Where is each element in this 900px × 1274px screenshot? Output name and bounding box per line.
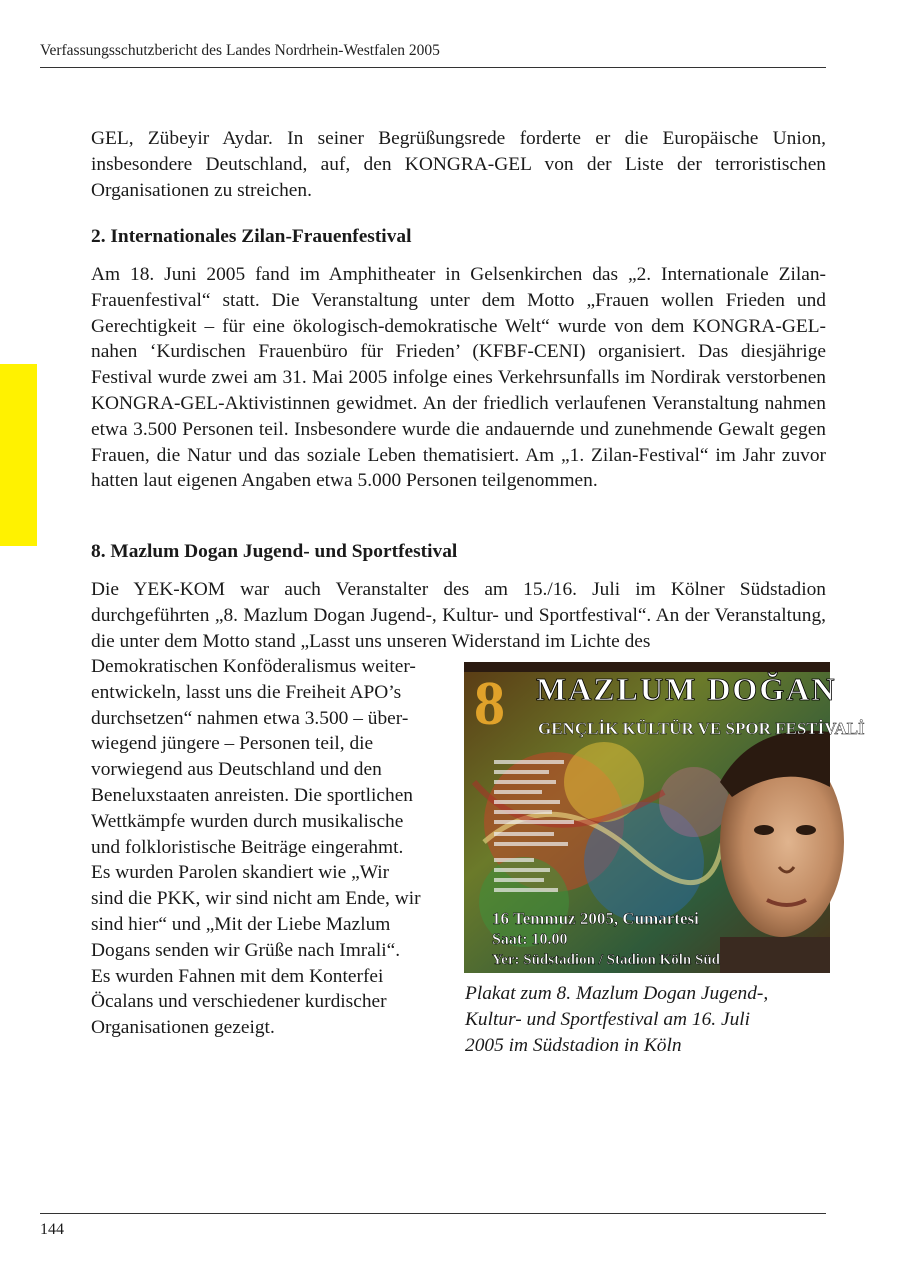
paragraph-zilan: Am 18. Juni 2005 fand im Amphitheater in Gelsenkirchen das „2. Internationale Zilan-Frauenfestival“ statt. Die Veranstaltung unter dem Motto „Frauen wollen Frieden und Gerechtigkeit – für eine ökologisch-demokratische Welt“ wurde von dem KONGRA-GEL- nahen ‘Kurdischen Frauenbüro für Frieden’ (KFBF-CENI) organisiert. Das diesjährige Festival wurde zwei am 31. Mai 2005 infolge eines Verkehrsunfalls im Nordirak verstorbenen KONGRA-GEL-Aktivistinnen gewidmet. An der friedlich verlaufenen Veranstaltung nahmen etwa 3.500 Personen teil. Insbesondere wurde die andauernde und zunehmende Gewalt gegen Frauen, die Natur und das soziale Leben thematisiert. Am „1. Zilan-Festival“ im Jahr zuvor hatten laut eigenen Angaben etwa 5.000 Personen teilgenommen. — [91, 264, 826, 492]
poster-date: 16 Temmuz 2005, Cumartesi — [492, 909, 699, 928]
festival-poster-image — [464, 662, 865, 973]
poster-place: Yer: Südstadion / Stadion Köln Süd — [492, 952, 721, 968]
running-header-title: Verfassungsschutzbericht des Landes Nordrhein-Westfalen 2005 — [40, 42, 440, 59]
text-line: und folkloristische Beiträge eingerahmt. — [91, 836, 404, 858]
poster-number: 8 — [474, 670, 505, 738]
text-line: Wettkämpfe wurden durch musikalische — [91, 810, 404, 832]
poster-subtitle: GENÇLİK KÜLTÜR VE SPOR FESTİVALİ — [538, 719, 865, 738]
text-line: Es wurden Parolen skandiert wie „Wir — [91, 862, 390, 884]
text-line: sind hier“ und „Mit der Liebe Mazlum — [91, 913, 391, 935]
section-heading-mazlum-dogan: 8. Mazlum Dogan Jugend- und Sportfestival — [91, 541, 458, 562]
text-line: vorwiegend aus Deutschland und den — [91, 759, 382, 781]
poster-time: Saat: 10.00 — [492, 931, 568, 948]
text-line: wiegend jüngere – Personen teil, die — [91, 733, 374, 755]
lead-paragraph: GEL, Zübeyir Aydar. In seiner Begrüßungsrede forderte er die Europäische Union, insbesondere Deutschland, auf, den KONGRA-GEL von der Liste der terroristischen Organisationen zu streichen. — [91, 128, 826, 201]
text-line: entwickeln, lasst uns die Freiheit APO’s — [91, 681, 402, 703]
header-rule — [40, 67, 826, 68]
text-line: Organisationen gezeigt. — [91, 1017, 275, 1039]
paragraph-yek-kom-wrapped — [91, 654, 453, 1041]
text-line: Demokratischen Konföderalismus weiter- — [91, 656, 416, 677]
text-line: sind die PKK, wir sind nicht am Ende, wir — [91, 888, 421, 910]
paragraph-yek-kom: Die YEK-KOM war auch Veranstalter des am 15./16. Juli im Kölner Südstadion durchgeführten „8. Mazlum Dogan Jugend-, Kultur- und Sportfestival“. An der Veranstaltung, die unter dem Motto stand „Lasst uns unseren Widerstand im Lichte des — [91, 579, 826, 652]
figure-caption — [465, 981, 825, 1059]
caption-line: Kultur- und Sportfestival am 16. Juli — [465, 1009, 751, 1030]
section-heading-zilan: 2. Internationales Zilan-Frauenfestival — [91, 226, 412, 247]
footer-rule — [40, 1213, 826, 1214]
margin-marker — [0, 364, 37, 546]
text-line: durchsetzen“ nahmen etwa 3.500 – über- — [91, 707, 409, 729]
text-line: Dogans senden wir Grüße nach Imrali“. — [91, 939, 401, 961]
caption-line: Plakat zum 8. Mazlum Dogan Jugend-, — [465, 983, 769, 1004]
page-number: 144 — [40, 1221, 64, 1238]
caption-line: 2005 im Südstadion in Köln — [465, 1035, 682, 1056]
poster-title: MAZLUM DOĞAN — [536, 671, 837, 707]
text-line: Es wurden Fahnen mit dem Konterfei — [91, 965, 384, 987]
text-line: Öcalans und verschiedener kurdischer — [91, 991, 387, 1013]
text-line: Beneluxstaaten anreisten. Die sportlichen — [91, 784, 413, 806]
